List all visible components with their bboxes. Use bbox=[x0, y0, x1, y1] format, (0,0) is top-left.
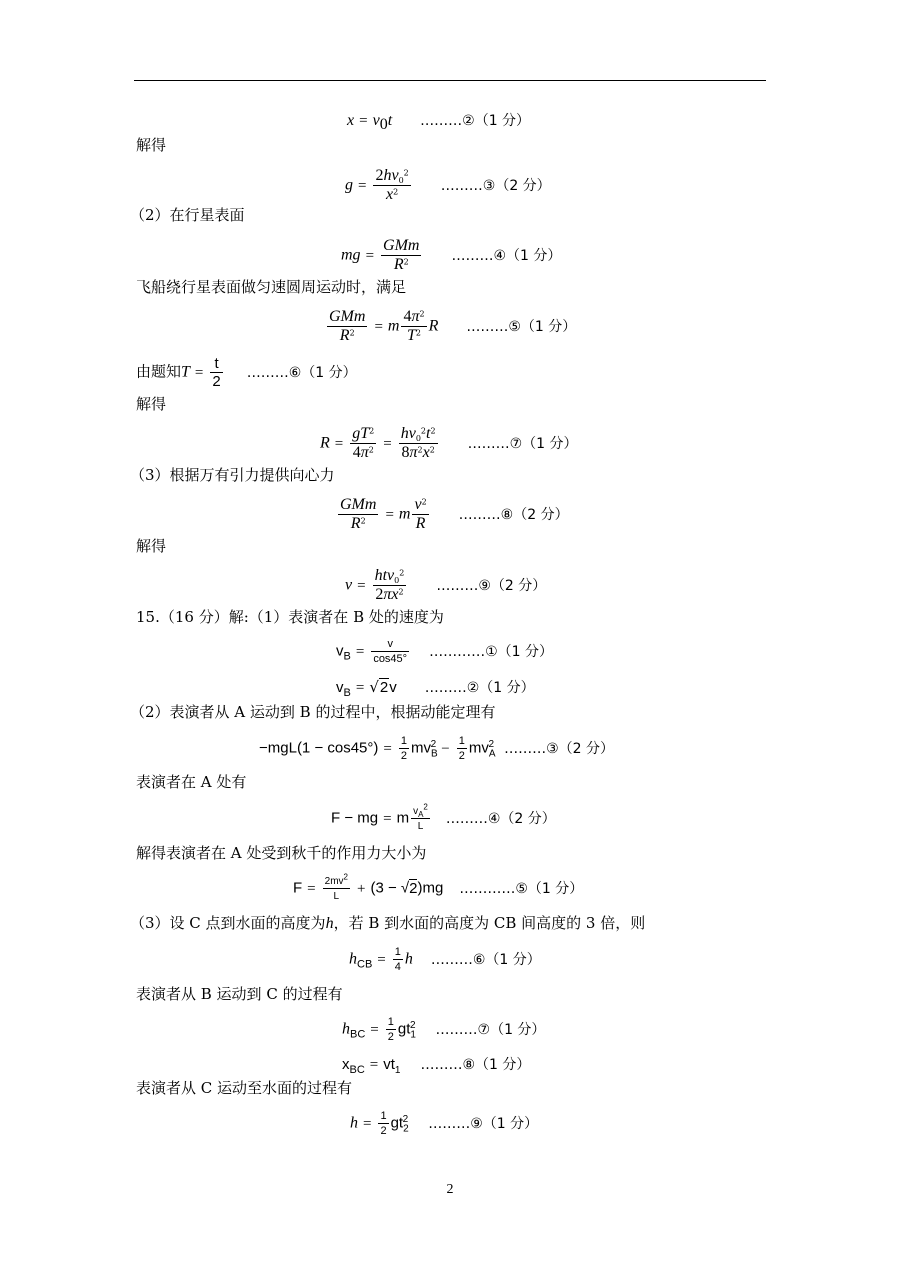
text-line: 表演者在 A 处有 bbox=[136, 773, 247, 791]
text-line: 表演者从 C 运动至水面的过程有 bbox=[136, 1079, 353, 1097]
equation-tag: ………⑦（1 分） bbox=[435, 1021, 546, 1038]
equation-tag: ………④（1 分） bbox=[451, 247, 562, 264]
equation-15-4: F − mg = m $\frac{v_A^2}{L}$ ………④（2 分） bbox=[331, 802, 556, 832]
equation-8: $\frac{\text{GMm}}{R^2}$ = m $\frac{v^2}{R}$ ………⑧（2 分） bbox=[340, 496, 569, 532]
text-line: 表演者从 B 运动到 C 的过程有 bbox=[136, 985, 343, 1003]
text-line: （2）表演者从 A 运动到 B 的过程中，根据动能定理有 bbox=[130, 703, 496, 721]
equation-tag: …………①（1 分） bbox=[429, 643, 553, 660]
equation-tag: ………⑥（1 分） bbox=[430, 951, 541, 968]
equation-tag: ………⑥（1 分） bbox=[246, 364, 357, 381]
text-line: 解得 bbox=[136, 537, 167, 555]
equation-9: v = $\frac{htv_0^2}{2\pi x^2}$ ………⑨（2 分） bbox=[345, 567, 547, 603]
header-rule bbox=[134, 80, 766, 81]
equation-tag: …………⑤（1 分） bbox=[459, 880, 584, 897]
question-15-heading: 15.（16 分）解:（1）表演者在 B 处的速度为 bbox=[136, 608, 444, 626]
equation-15-8: $x_{BC} = vt_1$ ………⑧（1 分） bbox=[342, 1056, 531, 1076]
equation-tag: ………③（2 分） bbox=[504, 740, 614, 757]
text-line: 解得 bbox=[136, 136, 167, 154]
equation-6: 由题知T = $\frac{t}{2}$ ………⑥（1 分） bbox=[136, 355, 357, 390]
text-line: （3）设 C 点到水面的高度为h，若 B 到水面的高度为 CB 间高度的 3 倍，则 bbox=[130, 914, 646, 932]
text-line: 飞船绕行星表面做匀速圆周运动时，满足 bbox=[136, 278, 407, 296]
equation-tag: ………⑤（1 分） bbox=[466, 318, 577, 335]
equation-7: R = $\frac{gT^2}{4\pi^2}$ = $\frac{hv_0^2t^2}{8\pi^2x^2}$ ………⑦（1 分） bbox=[320, 425, 578, 461]
equation-3: g = $\frac{2hv_0^2}{x^2}$ ………③（2 分） bbox=[345, 167, 551, 203]
equation-15-6: $h_{CB}$ = $\frac{1}{4}$ h ………⑥（1 分） bbox=[349, 946, 541, 973]
page-number: 2 bbox=[446, 1182, 454, 1197]
equation-tag: ………④（2 分） bbox=[445, 810, 556, 827]
equation-tag: ………②（1 分） bbox=[420, 113, 531, 129]
text-line: 解得 bbox=[136, 395, 167, 413]
equation-tag: ………②（1 分） bbox=[424, 680, 535, 696]
equation-2: $x = v_0t$ ………②（1 分） bbox=[347, 112, 531, 133]
equation-4: mg = $\frac{\text{GMm}}{R^2}$ ………④（1 分） bbox=[341, 237, 562, 273]
equation-tag: ………⑧（1 分） bbox=[420, 1057, 531, 1073]
equation-5: $\frac{\text{GMm}}{R^2}$ = m $\frac{4\pi^2}{T^2}$ R ………⑤（1 分） bbox=[329, 308, 577, 344]
equation-15-5: F = $\frac{2mv^2}{L}$ + (3 − √2)mg …………⑤（1 分） bbox=[293, 872, 584, 902]
equation-15-3: −mgL(1 − cos45°) = $\frac{1}{2}$ $mv_B^2$ − $\frac{1}{2}$ $mv_A^2$ ………③（2 分） bbox=[259, 735, 614, 762]
equation-tag: ………③（2 分） bbox=[440, 177, 551, 194]
equation-tag: ………⑦（1 分） bbox=[467, 435, 578, 452]
equation-15-1: $v_B$ = $\frac{v}{\cos 45^\circ}$ …………①（1 分） bbox=[336, 638, 553, 665]
equation-15-9: h = $\frac{1}{2}$ $gt_2^2$ ………⑨（1 分） bbox=[350, 1110, 539, 1137]
equation-15-7: $h_{BC}$ = $\frac{1}{2}$ $gt_1^2$ ………⑦（1 分） bbox=[342, 1016, 546, 1043]
equation-tag: ………⑨（1 分） bbox=[428, 1115, 539, 1132]
equation-tag: ………⑨（2 分） bbox=[436, 577, 547, 594]
text-line: （2）在行星表面 bbox=[130, 206, 245, 224]
equation-tag: ………⑧（2 分） bbox=[458, 506, 569, 523]
equation-15-2: $v_B = √2v$ ………②（1 分） bbox=[336, 678, 535, 699]
text-line: 解得表演者在 A 处受到秋千的作用力大小为 bbox=[136, 844, 427, 862]
text-line: （3）根据万有引力提供向心力 bbox=[130, 466, 335, 484]
